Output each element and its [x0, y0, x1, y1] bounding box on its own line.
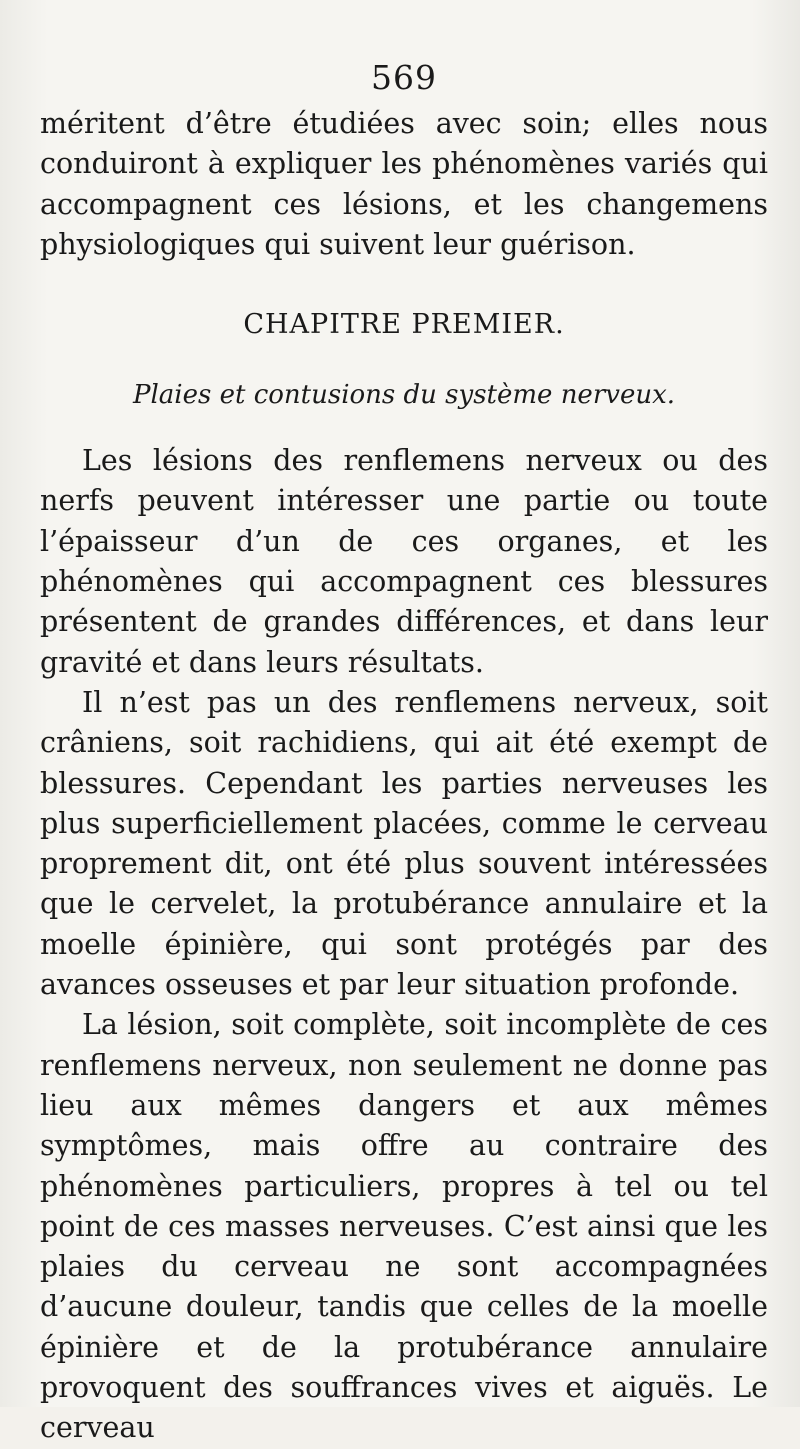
chapter-title: CHAPITRE PREMIER. — [243, 309, 565, 341]
section-title: Plaies et contusions du système nerveux. — [132, 380, 675, 411]
paragraph-2: Il n’est pas un des renflemens nerveux, soit crâniens, soit rachidiens, qui ait été exempt de blessures. Cependant les parties nerveuses les plus superficiellement placées, comme le cerveau proprement dit, ont été plus souvent intéressées que le cervelet, la protubérance annulaire et la moelle épinière, qui sont protégés par des avances osseuses et par leur situation profonde. — [40, 685, 768, 1002]
paragraph-continuation: méritent d’être étudiées avec soin; elles nous conduiront à expliquer les phénomènes variés qui accompagnent ces lésions, et les changemens physiologiques qui suivent leur guérison. — [40, 107, 768, 261]
page-number: 569 — [371, 58, 437, 97]
text-block — [40, 58, 768, 1445]
paragraph-3: La lésion, soit complète, soit incomplète de ces renflemens nerveux, non seulement ne donne pas lieu aux mêmes dangers et aux mêmes symptômes, mais offre au contraire des phénomènes particuliers, propres à tel ou tel point de ces masses nerveuses. C’est ainsi que les plaies du cerveau ne sont accompagnées d’aucune douleur, tandis que celles de la moelle épinière et de la protubérance annulaire provoquent des souffrances vives et aiguës. Le cerveau — [40, 1008, 768, 1445]
paragraph-1: Les lésions des renflemens nerveux ou des nerfs peuvent intéresser une partie ou toute l’épaisseur d’un de ces organes, et les phénomènes qui accompagnent ces blessures présentent de grandes différences, et dans leur gravité et dans leurs résultats. — [40, 444, 768, 679]
